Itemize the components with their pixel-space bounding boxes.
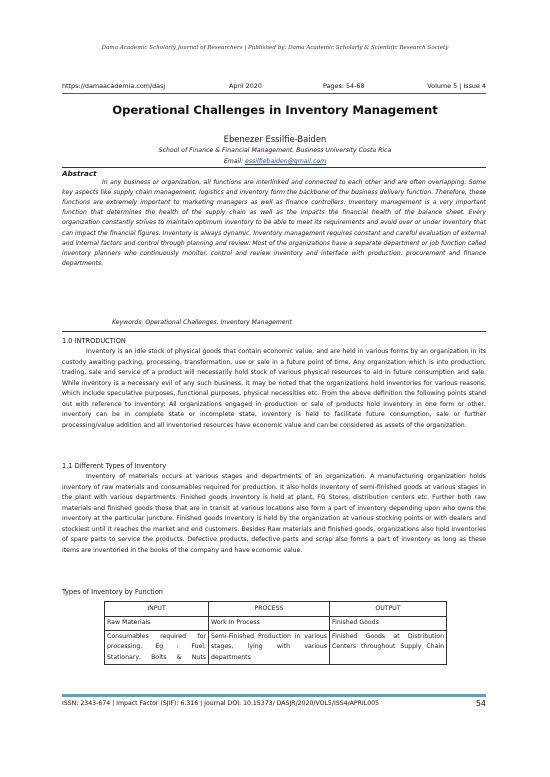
table-cell: Semi-Finished Production in various stages, lying with various departments <box>209 630 330 665</box>
footer-divider <box>62 694 486 697</box>
table-header-cell: INPUT <box>105 602 209 617</box>
abstract-body: In any business or organization, all functions are interlinked and connected to each other and are often overlapping. Some key aspects like supply chain management, logistics and inventory form the backbone of the business delivery function. Therefore, these functions are extremely important to marketing managers as well as finance controllers. Inventory management is a very important function that determines the health of the supply chain as well as the impacts the financial health of the balance sheet. Every organization constantly strives to maintain optimum inventory to be able to meet its requirements and avoid over or under inventory that can impact the financial figures. Inventory is always dynamic. Inventory management requires constant and careful evaluation of external and internal factors and control through planning and review. Most of the organizations have a separate department or job function called inventory planners who continuously monitor, control and review inventory and interface with production, procurement and finance departments. <box>62 178 486 268</box>
email-link[interactable]: essilfiebaiden@gmail.com <box>245 158 327 165</box>
author-affiliation: School of Finance & Financial Management, Business University Costa Rica <box>158 147 392 154</box>
paper-title: Operational Challenges in Inventory Management <box>112 103 438 117</box>
table-cell: Raw Materials <box>105 617 209 631</box>
table-cell: Finished Goods at Distribution Centers throughout Supply Chain <box>330 630 447 665</box>
section-heading-types: 1.1 Different Types of Inventory <box>62 462 167 470</box>
table-header-cell: OUTPUT <box>330 602 447 617</box>
table-header-cell: PROCESS <box>209 602 330 617</box>
meta-row <box>62 82 486 92</box>
author-email-line <box>0 158 550 165</box>
page-number: 54 <box>475 699 486 708</box>
table-header-row <box>105 602 447 617</box>
types-body: Inventory of materials occurs at various stages and departments of an organization. A manufacturing organization holds inventory of raw materials and consumables required for production. It also holds inventory of semi-finished goods at various stages in the plant with various departments. Finished goods inventory is held at plant, FG Stores, distribution centers etc. Further both raw materials and finished goods those that are in transit at various locations also form a part of inventory depending upon who owns the inventory at the particular juncture. Finished goods inventory is held by the organization at various stocking points or with dealers and stockiest until it reaches the market and end customers. Besides Raw materials and finished goods, organizations also hold inventories of spare parts to service the products. Defective products, defective parts and scrap also forms a part of inventory as long as these items are inventoried in the books of the company and have economic value. <box>62 473 486 554</box>
section-heading-introduction: 1.0 INTRODUCTION <box>62 337 126 345</box>
types-by-function-label: Types of Inventory by Function <box>62 588 163 596</box>
author-name: Ebenezer Essilfie-Baiden <box>223 134 327 144</box>
table-row <box>105 630 447 665</box>
abstract-top-divider <box>62 167 486 168</box>
footer-citation: ISSN: 2343-674 | Impact Factor (SJIF): 6.316 | Journal DOI: 10.15373/ DASJR/2020/VOL5/ISS4/APRIL005 <box>62 700 380 707</box>
email-label: Email: <box>223 158 246 165</box>
abstract-heading: Abstract <box>62 169 97 178</box>
journal-url[interactable]: https://damaacademia.com/dasj <box>62 82 166 90</box>
table-cell: Work In Process <box>209 617 330 631</box>
page-range: Pages: 54-68 <box>323 82 365 90</box>
issue-date: April 2020 <box>229 82 262 90</box>
introduction-body: Inventory is an idle stock of physical goods that contain economic value, and are held in various forms by an organization in its custody awaiting packing, processing, transformation, use or sale in a future point of time. Any organization which is into production, trading, sale and service of a product will necessarily hold stock of various physical resources to aid in future consumption and sale. While inventory is a necessary evil of any such business, it may be noted that the organizations hold inventories for various reasons, which include speculative purposes, functional purposes, physical necessities etc. From the above definition the following points stand out with reference to inventory: All organizations engaged in production or sale of products hold inventory in one form or other, inventory can be in complete state or incomplete state, inventory is held to facilitate future consumption, sale or further processing/value addition and all inventoried resources have economic value and can be considered as assets of the organization. <box>62 348 486 429</box>
journal-header: Dama Academic Scholarly Journal of Researchers | Published by: Dama Academic Scholarly & Scientific Research Society <box>101 45 449 51</box>
table-row <box>105 617 447 631</box>
volume-issue: Volume 5 | Issue 4 <box>427 82 486 90</box>
table-cell: Consumables required for processing. Eg : Fuel, Stationary, Bolts & Nuts <box>105 630 209 665</box>
keywords: Keywords: Operational Challenges, Inventory Management <box>112 319 292 326</box>
meta-divider <box>62 93 486 94</box>
table-cell: Finished Goods <box>330 617 447 631</box>
inventory-function-table <box>104 601 447 665</box>
abstract-bottom-divider <box>62 331 486 332</box>
